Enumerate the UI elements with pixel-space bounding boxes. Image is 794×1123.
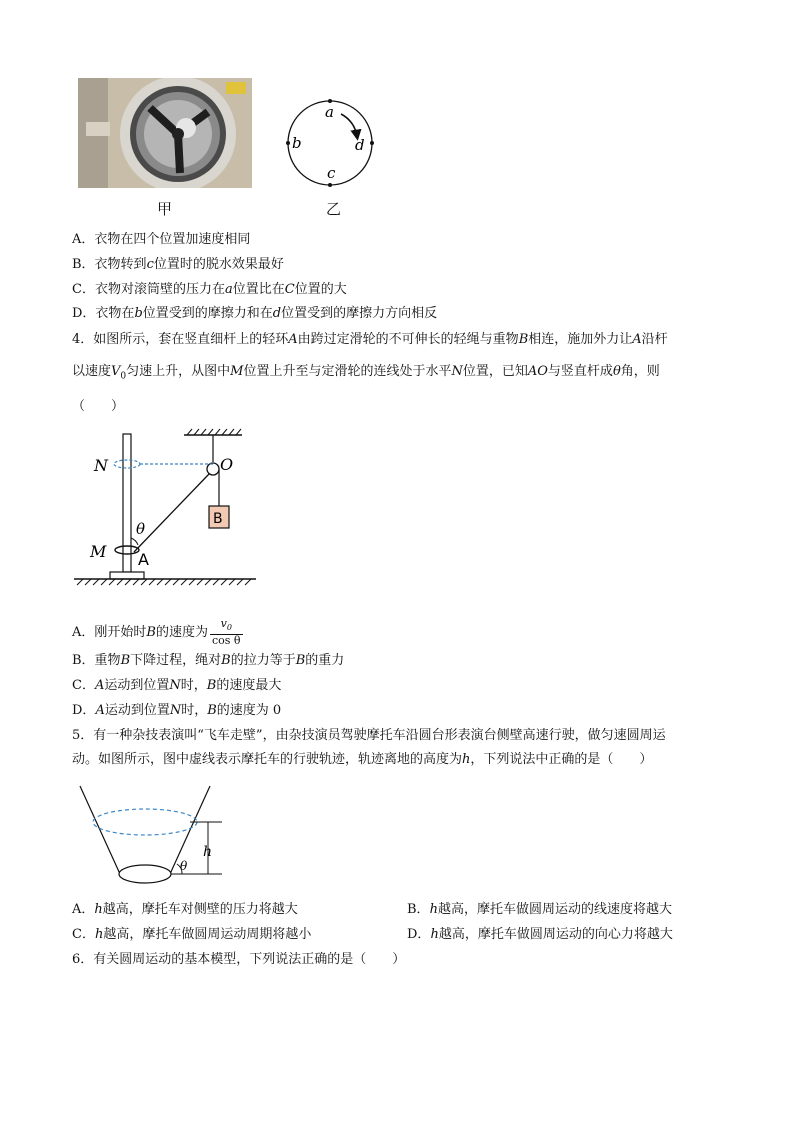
label-o: O [220,455,234,474]
q4-option-c: C．A运动到位置N时，B的速度最大 [72,678,282,693]
label-m: M [90,542,107,561]
velocity-fraction: $\frac{v_0}{\text{cos θ}}$ [211,617,241,648]
q5-option-a: A．h越高，摩托车对侧壁的压力将越大 [72,902,298,917]
q5-option-c: C．h越高，摩托车做圆周运动周期将越小 [72,927,312,942]
washing-machine-photo [78,78,252,188]
label-a: A [138,550,149,569]
q5-stem-line2: 动。如图所示，图中虚线表示摩托车的行驶轨迹，轨迹离地的高度为h，下列说法中正确的是（ ） [72,752,653,767]
figure-caption-yi: 乙 [326,200,342,218]
figure-caption-jia: 甲 [157,200,173,218]
label-n: N [94,456,108,475]
q6-stem-line1: 6．有关圆周运动的基本模型，下列说法正确的是（ ） [72,952,406,967]
q5-option-d: D．h越高，摩托车做圆周运动的向心力将越大 [407,927,673,942]
label-h: h [203,844,213,860]
q4-answer-blank: （ ） [72,399,125,414]
q4-stem-line2: 以速度$V_0$匀速上升，从图中M位置上升至与定滑轮的连线处于水平N位置，已知AO与竖直杆成θ角，则 [72,364,660,382]
q5-option-b: B．h越高，摩托车做圆周运动的线速度将越大 [407,902,672,917]
point-d: d [355,136,365,154]
q4-stem-line1: 4．如图所示，套在竖直细杆上的轻环A由跨过定滑轮的不可伸长的轻绳与重物B相连，施加外力让A沿杆 [72,332,668,347]
pulley-rod-diagram [72,426,262,591]
block-label-b: B [213,511,223,527]
circle-diagram [283,96,377,190]
cone-track-diagram [72,782,232,892]
q4-option-d: D．A运动到位置N时，B的速度为 0 [72,703,282,718]
q3-option-a: A．衣物在四个位置加速度相同 [72,232,251,247]
q5-stem-line1: 5．有一种杂技表演叫“飞车走壁”，由杂技演员驾驶摩托车沿圆台形表演台侧壁高速行驶，做匀速圆周运 [72,728,666,743]
label-theta-cone: θ [180,859,188,873]
label-theta: θ [136,520,146,538]
q3-option-b: B．衣物转到c位置时的脱水效果最好 [72,257,284,272]
q3-option-c: C．衣物对滚筒壁的压力在a位置比在C位置的大 [72,282,347,297]
q4-option-b: B．重物B下降过程，绳对B的拉力等于B的重力 [72,653,345,668]
q4-option-a: A．刚开始时B的速度为 $\frac{v_0}{\text{cos θ}}$ [72,617,241,648]
point-a: a [325,103,334,121]
point-c: c [327,164,336,182]
point-b: b [292,134,302,152]
q3-option-d: D．衣物在b位置受到的摩擦力和在d位置受到的摩擦力方向相反 [72,306,438,321]
